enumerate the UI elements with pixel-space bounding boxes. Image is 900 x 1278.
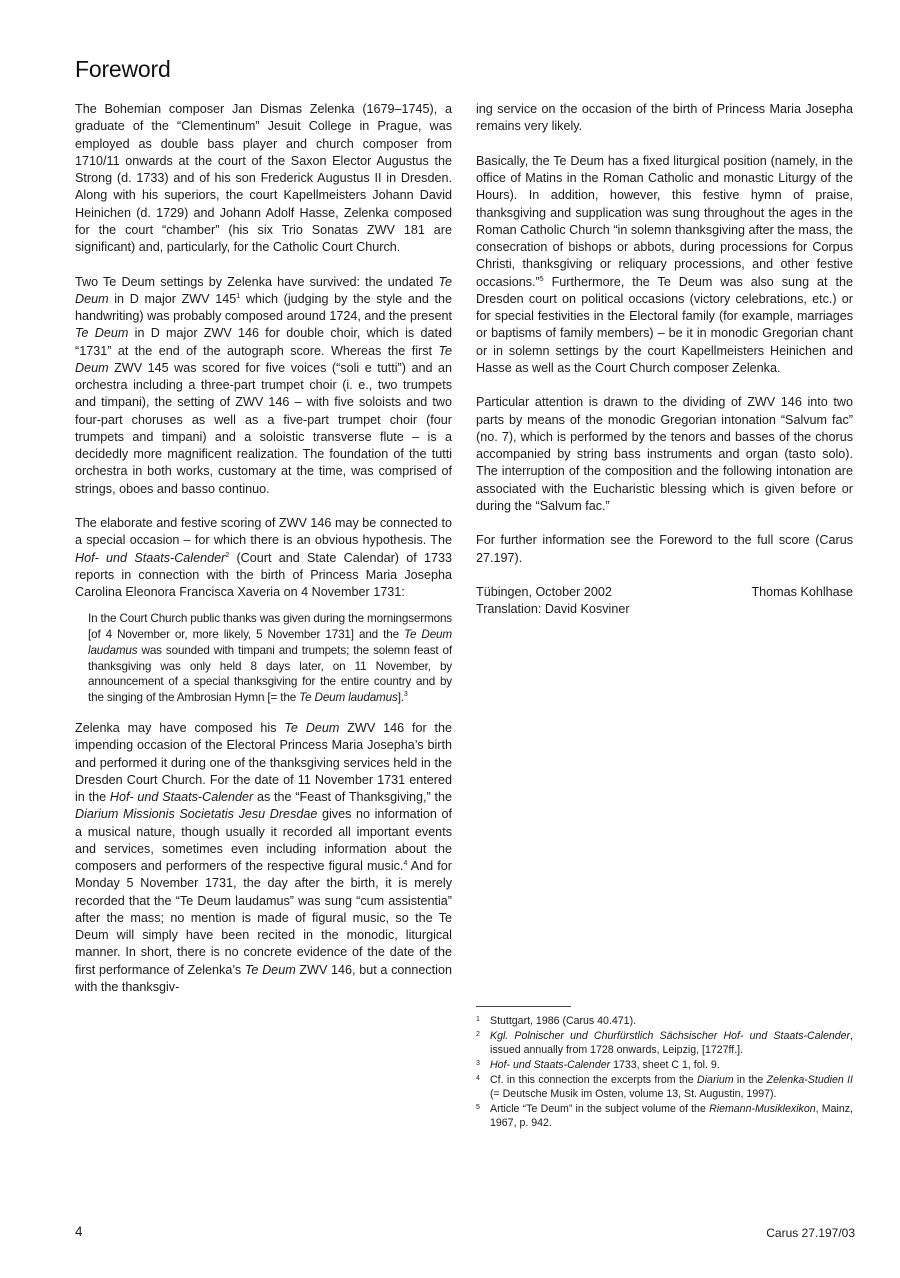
italic-run: Riemann-Musiklexikon <box>709 1102 816 1115</box>
right-column <box>476 101 853 619</box>
paragraph-liturgical-position <box>476 153 853 377</box>
text-run: gives no information of a musical nature, though usually it recorded all important events and services, sometimes even including information about the composers and performers of the respective figural music. <box>75 807 452 874</box>
page-number: 4 <box>75 1224 83 1239</box>
italic-run: Kgl. Polnischer und Churfürstlich Sächsischer Hof- und Staats-Calender <box>490 1029 851 1042</box>
paragraph-te-deum-settings <box>75 274 452 498</box>
footnote-text <box>490 1014 853 1028</box>
text-run: ZWV 145 was scored for five voices (“soli e tutti”) and an orchestra including a three-part trumpet choir (i. e., two trumpets and timpani), the setting of ZWV 146 – with five soloists and two four-part choruses as well as a five-part trumpet choir (four trumpets and timpani) and a soloistic transverse flute – is a decidedly more magnificent realization. The foundation of the tutti orchestra in both works, customary at the time, was comprised of strings, oboes and basso continuo. <box>75 360 452 496</box>
text-run: which (judging by the style and the handwriting) was probably composed around 1724, and the present <box>75 291 452 323</box>
footnote-3 <box>476 1058 853 1072</box>
text-run: Furthermore, the Te Deum was also sung at the Dresden court on political occasions (victory celebrations, etc.) or for special festivities in the Electoral family (for example, marriages or baptisms of family members) – be it in monodic Gregorian chant or in solemn settings by the court Kapellmeisters Heinichen and Hasse as well as the Court Church composer Zelenka. <box>476 274 853 375</box>
signature-author: Thomas Kohlhase <box>751 585 853 599</box>
italic-run: Te Deum laudamus <box>88 628 452 657</box>
page-title: Foreword <box>75 56 171 82</box>
paragraph-scoring <box>75 515 452 601</box>
text-run: And for Monday 5 November 1731, the day after the birth, it is merely recorded that the “Te Deum laudamus” was sung “cum assistentia” after the mass; no mention is made of figural music, so the Te Deum will simply have been recited in the monodic, liturgical manner. In short, there is no concrete evidence of the date of the first performance of Zelenka’s <box>75 859 452 977</box>
italic-run: Te Deum <box>244 962 296 977</box>
footnote-number: 2 <box>476 1030 480 1038</box>
footnote-divider <box>476 1006 571 1007</box>
translation-credit: Translation: David Kosviner <box>476 602 630 617</box>
footnote-5 <box>476 1102 853 1131</box>
text-run: Two Te Deum settings by Zelenka have survived: the undated <box>75 274 439 289</box>
footnote-number: 3 <box>476 1059 480 1067</box>
text-run: Cf. in this connection the excerpts from the <box>490 1073 698 1086</box>
footnote-text <box>490 1073 853 1102</box>
footnote-ref: 2 <box>225 551 230 559</box>
text-run: Article “Te Deum” in the subject volume of the <box>490 1102 710 1115</box>
text-run: as the “Feast of Thanksgiving,” the <box>253 790 453 805</box>
footnote-number: 4 <box>476 1074 480 1082</box>
text-run: was sounded with timpani and trumpets; the solemn feast of thanksgiving was only held 8 days later, on 11 November, by announcement of a special thanksgiving for the entire country and by the singing of the Ambrosian Hymn [= the <box>88 643 452 705</box>
text-run: ZWV 146, but a connection with the thanksgiv- <box>75 962 452 994</box>
italic-run: Te Deum laudamus <box>299 691 398 705</box>
footnote-text <box>490 1102 853 1131</box>
paragraph-continuation: ing service on the occasion of the birth of Princess Maria Josepha remains very likely. <box>476 102 853 134</box>
italic-run: Diarium <box>697 1073 734 1086</box>
footnote-1 <box>476 1014 853 1028</box>
footnote-4 <box>476 1073 853 1102</box>
paragraph-occasion <box>75 720 452 996</box>
text-run: (Court and State Calendar) of 1733 reports in connection with the birth of Princess Maria Josepha Carolina Eleonora Francisca Xaveria on 4 November 1731: <box>75 550 452 599</box>
paragraph-intro: The Bohemian composer Jan Dismas Zelenka (1679–1745), a graduate of the “Clementinum” Jesuit College in Prague, was employed as double bass player and church composer from 1710/11 onwards at the court of the Saxon Elector Augustus the Strong (d. 1733) and of his son Frederick Augustus II in Dresden. Along with his superiors, the court Kapellmeisters Johann David Heinichen (d. 1729) and Johann Adolf Hasse, Zelenka composed for the court “chamber” (his six Trio Sonatas ZWV 181 are significant) and, particularly, for the Catholic Court Church. <box>75 102 452 254</box>
text-run: (= Deutsche Musik im Osten, volume 13, St. Augustin, 1997). <box>490 1087 777 1100</box>
text-run: , issued annually from 1728 onwards, Leipzig, [1727ff.]. <box>490 1029 853 1057</box>
footnote-ref: 1 <box>236 292 241 300</box>
text-run: in the <box>733 1073 767 1086</box>
italic-run: Te Deum <box>75 343 452 375</box>
left-column <box>75 101 452 996</box>
block-quote <box>88 611 452 706</box>
italic-run: Te Deum <box>75 274 452 306</box>
text-run: in D major ZWV 145 <box>108 291 237 306</box>
footnote-ref: 5 <box>539 275 544 283</box>
text-run: ]. <box>397 691 404 705</box>
italic-run: Hof- und Staats-Calender <box>490 1058 611 1071</box>
italic-run: Zelenka-Studien II <box>766 1073 853 1086</box>
footnote-2 <box>476 1029 853 1058</box>
text-run: 1733, sheet C 1, fol. 9. <box>610 1058 720 1071</box>
italic-run: Hof- und Staats-Calender <box>75 550 226 565</box>
footnote-number: 5 <box>476 1103 480 1111</box>
italic-run: Hof- und Staats-Calender <box>109 790 254 805</box>
text-run: in D major ZWV 146 for double choir, which is dated “1731” at the end of the autograph score. Whereas the first <box>75 326 452 358</box>
text-run: The elaborate and festive scoring of ZWV 146 may be connected to a special occasion – for which there is an obvious hypothesis. The <box>75 516 452 548</box>
footnotes <box>476 1014 853 1131</box>
footnote-number: 1 <box>476 1016 480 1023</box>
catalog-number: Carus 27.197/03 <box>766 1226 855 1240</box>
footnote-ref: 3 <box>403 691 408 699</box>
italic-run: Diarium Missionis Societatis Jesu Dresdae <box>75 807 318 822</box>
signature-place-date: Tübingen, October 2002 <box>476 585 612 599</box>
text-run: ZWV 146 for the impending occasion of the Electoral Princess Maria Josepha’s birth and performed it during one of the thanksgiving services held in the Dresden Court Church. For the date of 11 November 1731 entered in the <box>75 721 453 805</box>
italic-run: Te Deum <box>75 326 129 341</box>
paragraph-salvum-fac: Particular attention is drawn to the dividing of ZWV 146 into two parts by means of the monodic Gregorian intonation “Salvum fac” (no. 7), which is performed by the tenors and basses of the chorus accompanied by string bass instruments and organ (tasto solo). The interruption of the composition and the following intonation are associated with the Eucharistic blessing which is given before or during the “Salvum fac.” <box>476 395 853 513</box>
signature-line <box>476 584 853 601</box>
text-run: Basically, the Te Deum has a fixed liturgical position (namely, in the office of Matins in the Roman Catholic and monastic Liturgy of the Hours). In addition, however, this festive hymn of praise, thanksgiving and supplication was sung throughout the ages in the Roman Catholic Church “in solemn thanksgiving after the mass, the consecration of bishops or abbots, during processions for Corpus Christi, thanksgiving or reliquary processions, and other festive occasions.” <box>476 153 853 289</box>
text-run: Zelenka may have composed his <box>75 721 285 736</box>
paragraph-further-info: For further information see the Foreword to the full score (Carus 27.197). <box>476 533 853 565</box>
italic-run: Te Deum <box>284 721 340 736</box>
footnote-text <box>490 1029 853 1058</box>
text-run: Stuttgart, 1986 (Carus 40.471). <box>490 1015 637 1027</box>
text-run: , Mainz, 1967, p. 942. <box>490 1102 853 1130</box>
footnote-text <box>490 1058 853 1072</box>
text-run: In the Court Church public thanks was given during the morningsermons [of 4 November or, more likely, 5 November 1731] and the <box>88 612 452 642</box>
footnote-ref: 4 <box>403 860 408 868</box>
